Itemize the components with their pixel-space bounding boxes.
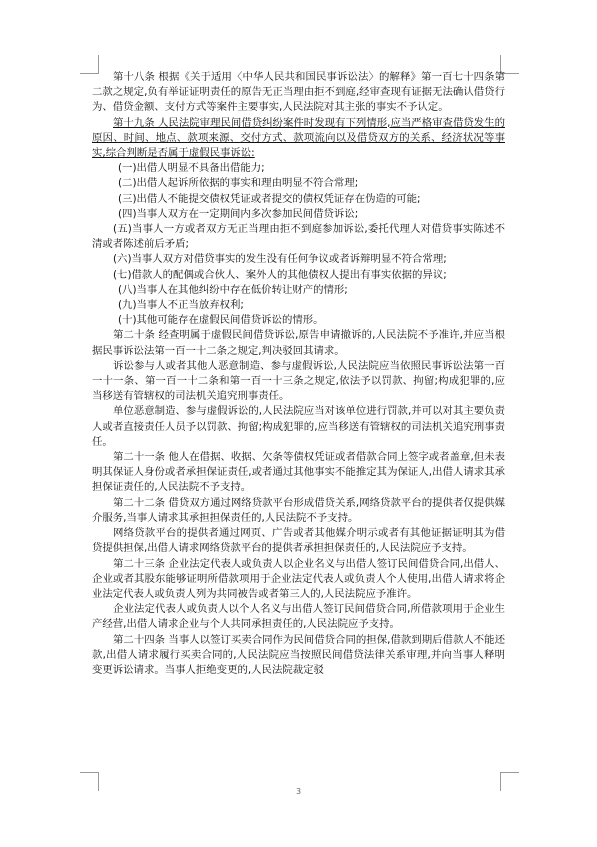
paragraph: 第二十三条 企业法定代表人或负责人以企业名义与出借人签订民间借贷合同,出借人、企业或者其股东能够证明所借款项用于企业法定代表人或负责人个人使用,出借人请求将企业法定代表人或负责人列为共同被告或者第三人的,人民法院应予准许。 — [92, 557, 505, 600]
page-number: 3 — [295, 787, 302, 796]
paragraph: 第十九条 人民法院审理民间借贷纠纷案件时发现有下列情形,应当严格审查借贷发生的原因、时间、地点、款项来源、交付方式、款项流向以及借贷双方的关系、经济状况等事实,综合判断是否属于虚假民事诉讼: — [92, 116, 505, 160]
paragraph: 第二十条 经查明属于虚假民间借贷诉讼,原告申请撤诉的,人民法院不予准许,并应当根据民事诉讼法第一百一十二条之规定,判决驳回其请求。 — [92, 329, 505, 357]
paragraph: 第二十四条 当事人以签订买卖合同作为民间借贷合同的担保,借款到期后借款人不能还款,出借人请求履行买卖合同的,人民法院应当按照民间借贷法律关系审理,并向当事人释明变更诉讼请求。当事人拒绝变更的,人民法院裁定驳 — [92, 633, 505, 676]
paragraph: 单位恶意制造、参与虚假诉讼的,人民法院应当对该单位进行罚款,并可以对其主要负责人或者直接责任人员予以罚款、拘留;构成犯罪的,应当移送有管辖权的司法机关追究刑事责任。 — [92, 405, 505, 448]
paragraph: 诉讼参与人或者其他人恶意制造、参与虚假诉讼,人民法院应当依照民事诉讼法第一百一十一条、第一百一十二条和第一百一十三条之规定,依法予以罚款、拘留;构成犯罪的,应当移送有管辖权的司法机关追究刑事责任。 — [92, 359, 505, 403]
list-item: (九)当事人不正当放弃权利; — [118, 299, 244, 312]
list-item: (三)出借人不能提交债权凭证或者提交的债权凭证存在伪造的可能; — [118, 192, 421, 205]
list-item: (一)出借人明显不具备出借能力; — [118, 162, 265, 175]
list-item: (六)当事人双方对借贷事实的发生没有任何争议或者诉辩明显不符合常理; — [113, 253, 447, 266]
list-item: (七)借款人的配偶或合伙人、案外人的其他债权人提出有事实依据的异议; — [113, 268, 447, 281]
list-item: (二)出借人起诉所依据的事实和理由明显不符合常理; — [118, 177, 359, 190]
paragraph: 第二十二条 借贷双方通过网络贷款平台形成借贷关系,网络贷款平台的提供者仅提供媒介服务,当事人请求其承担担保责任的,人民法院不予支持。 — [92, 496, 505, 524]
paragraph: 企业法定代表人或负责人以个人名义与出借人签订民间借贷合同,所借款项用于企业生产经营,出借人请求企业与个人共同承担责任的,人民法院应予支持。 — [92, 603, 505, 631]
document-body — [92, 70, 505, 780]
list-item: (十)其他可能存在虚假民间借贷诉讼的情形。 — [118, 314, 324, 327]
list-item: (五)当事人一方或者双方无正当理由拒不到庭参加诉讼,委托代理人对借贷事实陈述不清或者陈述前后矛盾; — [92, 223, 505, 251]
list-item: (八)当事人在其他纠纷中存在低价转让财产的情形; — [118, 283, 348, 296]
paragraph: 第十八条 根据《关于适用〈中华人民共和国民事诉讼法〉的解释》第一百七十四条第二款之规定,负有举证证明责任的原告无正当理由拒不到庭,经审查现有证据无法确认借贷行为、借贷金额、支付方式等案件主要事实,人民法院对其主张的事实不予认定。 — [92, 71, 505, 114]
paragraph: 网络贷款平台的提供者通过网页、广告或者其他媒介明示或者有其他证据证明其为借贷提供担保,出借人请求网络贷款平台的提供者承担担保责任的,人民法院应予支持。 — [92, 527, 505, 555]
list-item: (四)当事人双方在一定期间内多次参加民间借贷诉讼; — [118, 207, 359, 220]
paragraph: 第二十一条 他人在借据、收据、欠条等债权凭证或者借款合同上签字或者盖章,但未表明其保证人身份或者承担保证责任,或者通过其他事实不能推定其为保证人,出借人请求其承担保证责任的,人民法院不予支持。 — [92, 451, 505, 494]
